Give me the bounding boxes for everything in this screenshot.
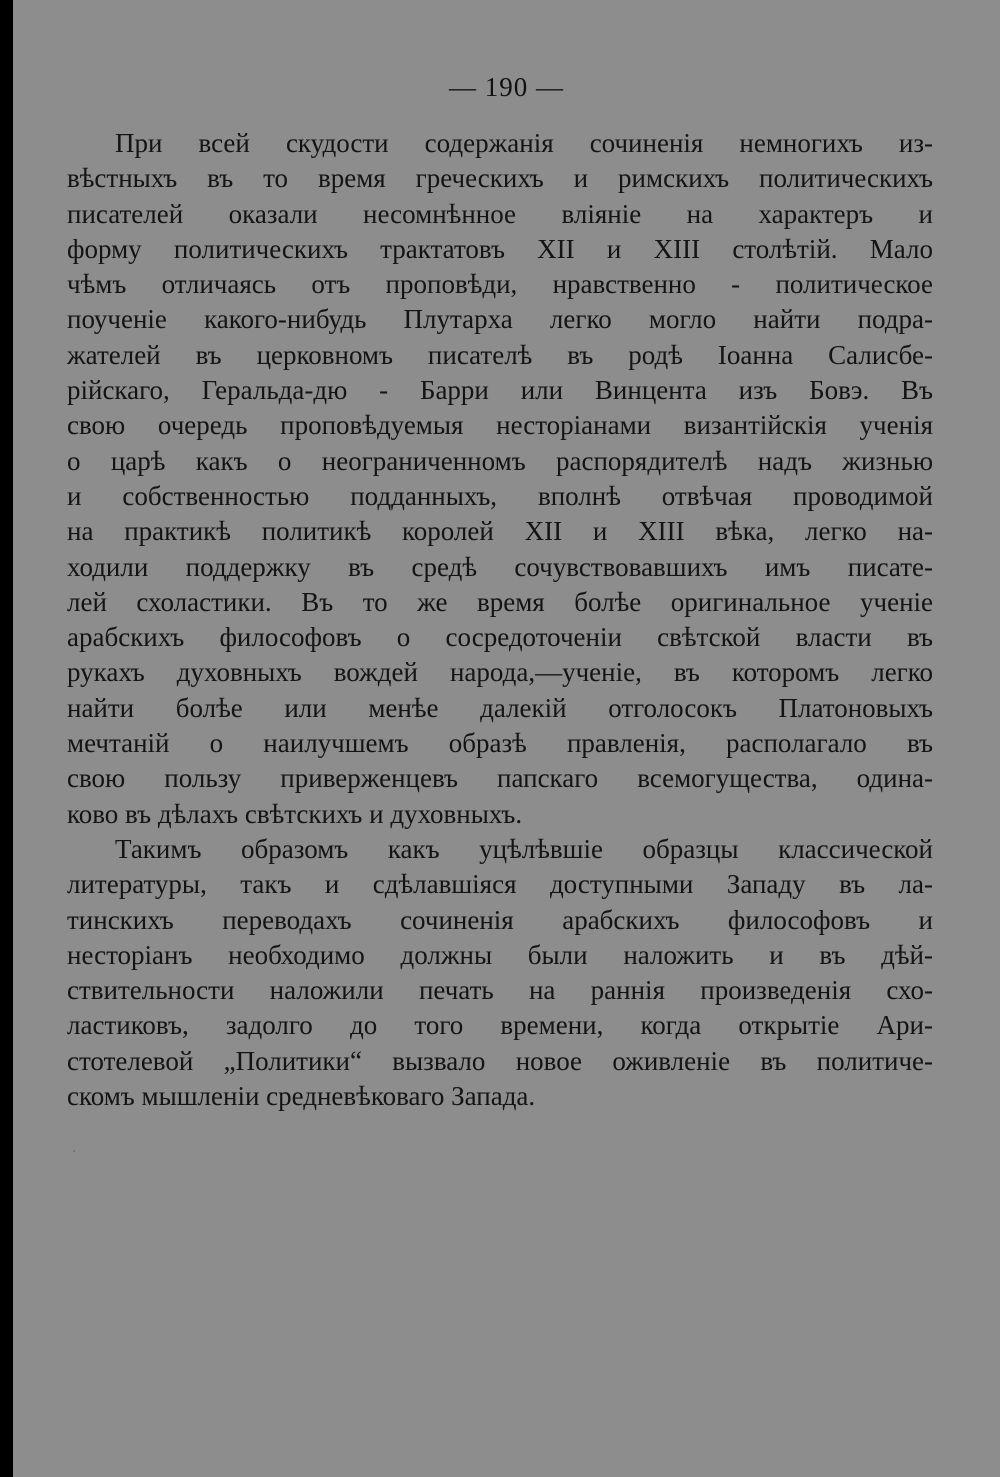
paragraph-2 <box>67 832 933 1114</box>
book-page <box>13 0 1000 1477</box>
text-line: найти болѣе или менѣе далекій отголосокъ Платоновыхъ <box>67 692 933 723</box>
text-line: При всей скудости содержанія сочиненія немногихъ из- <box>115 128 933 158</box>
body-text <box>67 126 933 1114</box>
text-line: арабскихъ философовъ о сосредоточеніи свѣтской власти въ <box>67 622 933 653</box>
text-line: поученіе какого-нибудь Плутарха легко могло найти подра- <box>67 304 933 335</box>
page-number: — 190 — <box>449 72 564 102</box>
text-line: жателей въ церковномъ писателѣ въ родѣ Іоанна Салисбе- <box>67 339 933 370</box>
text-line: ластиковъ, задолго до того времени, когда открытіе Ари- <box>67 1010 933 1041</box>
text-line: тинскихъ переводахъ сочиненія арабскихъ философовъ и <box>67 904 933 935</box>
text-line: писателей оказали несомнѣнное вліяніе на характеръ и <box>67 198 933 229</box>
text-line: Такимъ образомъ какъ уцѣлѣвшіе образцы классической <box>115 833 933 864</box>
text-line: ствительности наложили печать на раннія произведенія схо- <box>67 975 933 1006</box>
text-line: свою очередь проповѣдуемыя несторіанами византійскія ученія <box>67 410 933 441</box>
text-line: скомъ мышленіи средневѣковаго Запада. <box>67 1081 536 1112</box>
text-line: рійскаго, Геральда-дю - Барри или Винцента изъ Бовэ. Въ <box>67 375 933 406</box>
text-line: о царѣ какъ о неограниченномъ распорядителѣ надъ жизнью <box>67 445 933 476</box>
text-line: несторіанъ необходимо должны были наложить и въ дѣй- <box>67 939 933 970</box>
text-line: чѣмъ отличаясь отъ проповѣди, нравственно - политическое <box>67 269 933 300</box>
text-line: и собственностью подданныхъ, вполнѣ отвѣчая проводимой <box>67 480 933 511</box>
text-line: ходили поддержку въ средѣ сочувствовавшихъ имъ писате- <box>67 551 933 582</box>
text-line: мечтаній о наилучшемъ образѣ правленія, располагало въ <box>67 728 933 759</box>
text-line: ково въ дѣлахъ свѣтскихъ и духовныхъ. <box>67 798 523 829</box>
text-line: стотелевой „Политики“ вызвало новое оживленіе въ политиче- <box>67 1045 933 1076</box>
paper-speck <box>73 1150 75 1152</box>
text-line: на практикѣ политикѣ королей XII и XIII вѣка, легко на- <box>67 516 933 547</box>
text-line: свою пользу приверженцевъ папскаго всемогущества, одина- <box>67 763 933 794</box>
text-line: рукахъ духовныхъ вождей народа,—ученіе, въ которомъ легко <box>67 657 933 688</box>
text-line: лей схоластики. Въ то же время болѣе оригинальное ученіе <box>67 586 933 617</box>
text-line: литературы, такъ и сдѣлавшіяся доступными Западу въ ла- <box>67 869 933 900</box>
paragraph-1 <box>67 126 933 832</box>
text-line: вѣстныхъ въ то время греческихъ и римскихъ политическихъ <box>67 163 933 194</box>
text-line: форму политическихъ трактатовъ XII и XIII столѣтій. Мало <box>67 233 933 264</box>
